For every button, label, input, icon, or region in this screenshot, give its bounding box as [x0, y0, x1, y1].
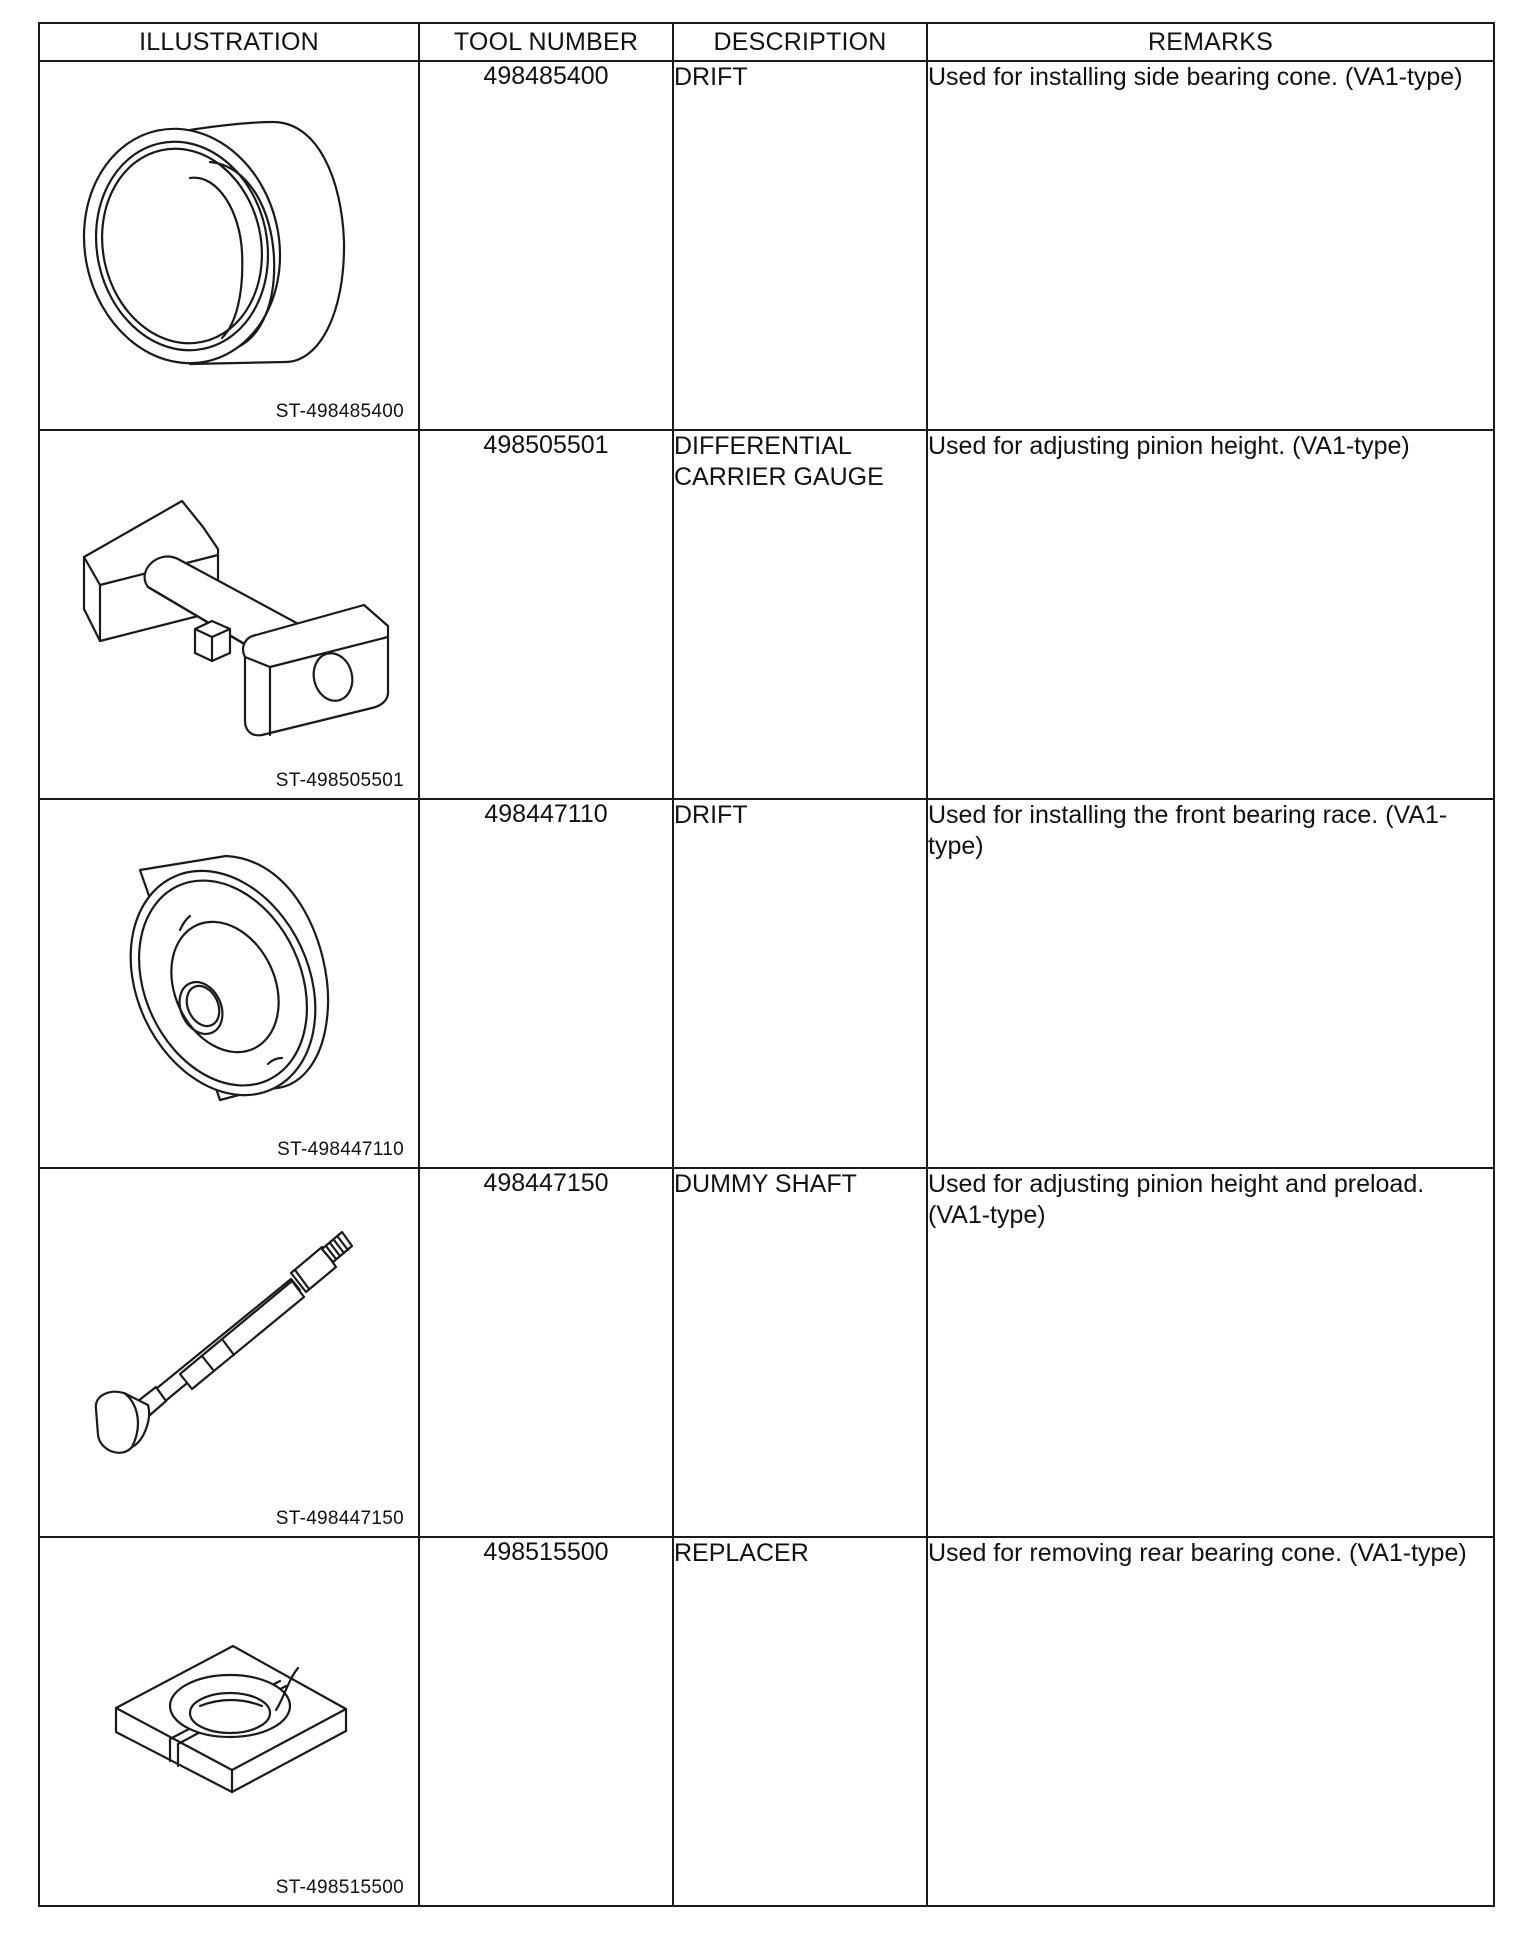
dummy-shaft-icon [40, 1169, 420, 1536]
header-tool-number: TOOL NUMBER [419, 23, 673, 61]
header-remarks: REMARKS [927, 23, 1494, 61]
tool-description: DRIFT [673, 799, 927, 1168]
tool-description: DUMMY SHAFT [673, 1168, 927, 1537]
tool-number: 498447110 [419, 799, 673, 1168]
tool-remarks: Used for installing side bearing cone. (VA1-type) [927, 61, 1494, 430]
tool-remarks: Used for removing rear bearing cone. (VA1-type) [927, 1537, 1494, 1906]
special-tools-table [38, 22, 1495, 1907]
table-row [39, 799, 1494, 1168]
drift-disc-icon [40, 800, 420, 1167]
figure-label: ST-498485400 [275, 401, 404, 422]
drift-ring-icon [40, 62, 420, 429]
illustration-cell [39, 61, 419, 430]
tool-description: DRIFT [673, 61, 927, 430]
tool-number: 498515500 [419, 1537, 673, 1906]
header-row [39, 23, 1494, 61]
tool-description: REPLACER [673, 1537, 927, 1906]
replacer-block-icon [40, 1538, 420, 1905]
carrier-gauge-icon [40, 431, 420, 798]
table-row [39, 61, 1494, 430]
tool-number: 498485400 [419, 61, 673, 430]
tool-number: 498505501 [419, 430, 673, 799]
illustration-cell [39, 1168, 419, 1537]
figure-label: ST-498447110 [277, 1139, 404, 1160]
illustration-cell [39, 430, 419, 799]
header-illustration: ILLUSTRATION [39, 23, 419, 61]
table-row [39, 430, 1494, 799]
table-row [39, 1537, 1494, 1906]
tool-remarks: Used for installing the front bearing race. (VA1-type) [927, 799, 1494, 1168]
tool-number: 498447150 [419, 1168, 673, 1537]
table-row [39, 1168, 1494, 1537]
figure-label: ST-498447150 [275, 1508, 404, 1529]
tool-remarks: Used for adjusting pinion height and preload. (VA1-type) [927, 1168, 1494, 1537]
figure-label: ST-498505501 [275, 770, 404, 791]
header-description: DESCRIPTION [673, 23, 927, 61]
figure-label: ST-498515500 [275, 1877, 404, 1898]
illustration-cell [39, 799, 419, 1168]
illustration-cell [39, 1537, 419, 1906]
tool-remarks: Used for adjusting pinion height. (VA1-type) [927, 430, 1494, 799]
tool-description: DIFFERENTIAL CARRIER GAUGE [673, 430, 927, 799]
